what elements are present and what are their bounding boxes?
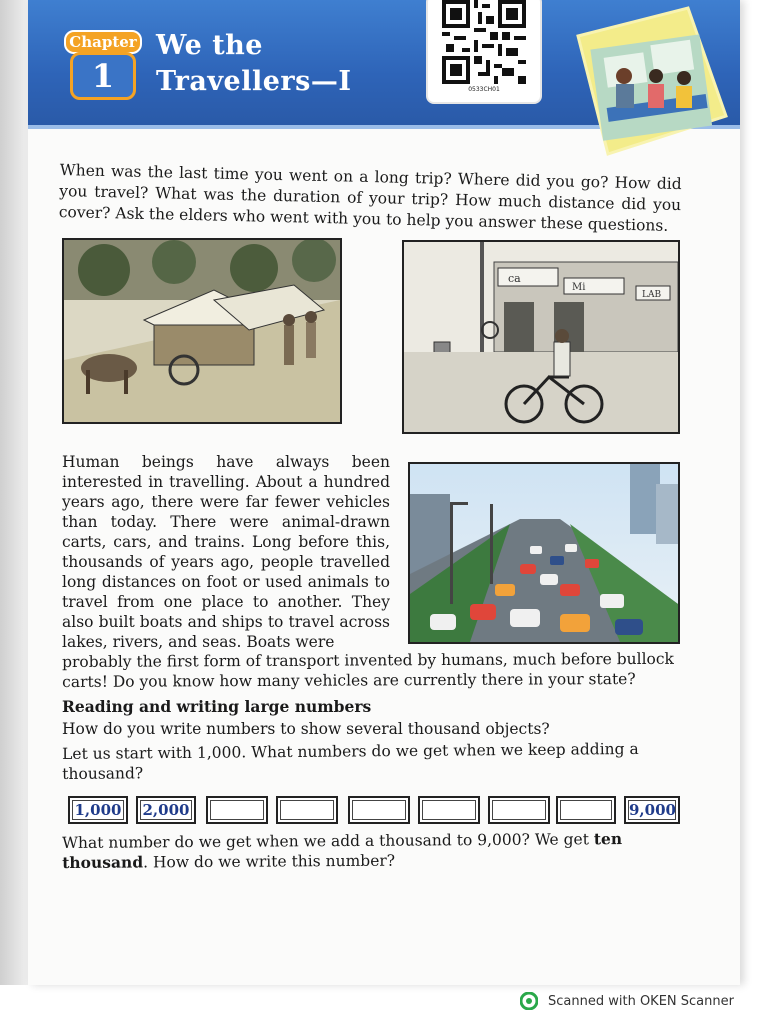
traffic-highway-image (408, 462, 680, 644)
qr-code-icon (442, 0, 526, 84)
section-heading: Reading and writing large numbers (62, 697, 372, 716)
number-box-2: 2,000 (136, 796, 196, 824)
qr-code[interactable] (426, 0, 542, 104)
cyclist-street-image (402, 240, 680, 434)
page-left-edge (0, 0, 28, 985)
number-box-5[interactable] (348, 796, 410, 824)
train-passengers-illustration (568, 6, 728, 156)
number-box-1: 1,000 (68, 796, 128, 824)
chapter-title-line2: Travellers—I (156, 66, 352, 97)
chapter-title (156, 28, 416, 100)
chapter-banner (28, 0, 740, 129)
shop-sign-3: LAB (642, 290, 662, 300)
question-3-post: . How do we write this number? (143, 851, 396, 872)
book-page (28, 0, 740, 985)
number-boxes (68, 796, 688, 828)
number-box-8[interactable] (556, 796, 616, 824)
intro-paragraph: When was the last time you went on a long trip? Where did you go? How did you travel? What was the duration of your trip? How much distance did you cover? Ask the elders who went with you to help you answer these questions. (58, 160, 682, 235)
body-paragraph-continued: probably the first form of transport invented by humans, much before bullock carts! Do you know how many vehicles are currently there in your state? (62, 649, 674, 691)
chapter-title-line1: We the (156, 30, 263, 61)
question-3 (62, 829, 682, 873)
shop-sign-1: ca (508, 272, 521, 285)
number-box-7[interactable] (488, 796, 550, 824)
question-3-bold: ten thousand (62, 829, 623, 872)
number-box-9: 9,000 (624, 796, 680, 824)
shop-sign-2: Mi (572, 282, 586, 293)
scanner-text: Scanned with OKEN Scanner (548, 993, 734, 1009)
chapter-label: Chapter (64, 30, 142, 54)
oken-scanner-logo-icon (520, 992, 538, 1010)
question-2: Let us start with 1,000. What numbers do we get when we keep adding a thousand? (62, 739, 639, 783)
bullock-cart-image (62, 238, 342, 424)
number-box-4[interactable] (276, 796, 338, 824)
qr-code-id: 0533CH01 (468, 86, 500, 93)
question-1: How do you write numbers to show several thousand objects? (62, 720, 550, 738)
question-3-pre: What number do we get when we add a thousand to 9,000? We get (62, 830, 594, 852)
chapter-number: 1 (70, 52, 136, 100)
number-box-6[interactable] (418, 796, 480, 824)
scanner-watermark (520, 990, 734, 1012)
body-paragraph-left: Human beings have always been interested in travelling. About a hundred years ago, there were far fewer vehicles than today. There were animal-drawn carts, cars, and trains. Long before this, thousands of years ago, people travelled long distances on foot or used animals to travel from one place to another. They also built boats and ships to travel across lakes, rivers, and seas. Boats were (62, 453, 390, 651)
number-box-3[interactable] (206, 796, 268, 824)
chapter-badge (64, 30, 138, 96)
